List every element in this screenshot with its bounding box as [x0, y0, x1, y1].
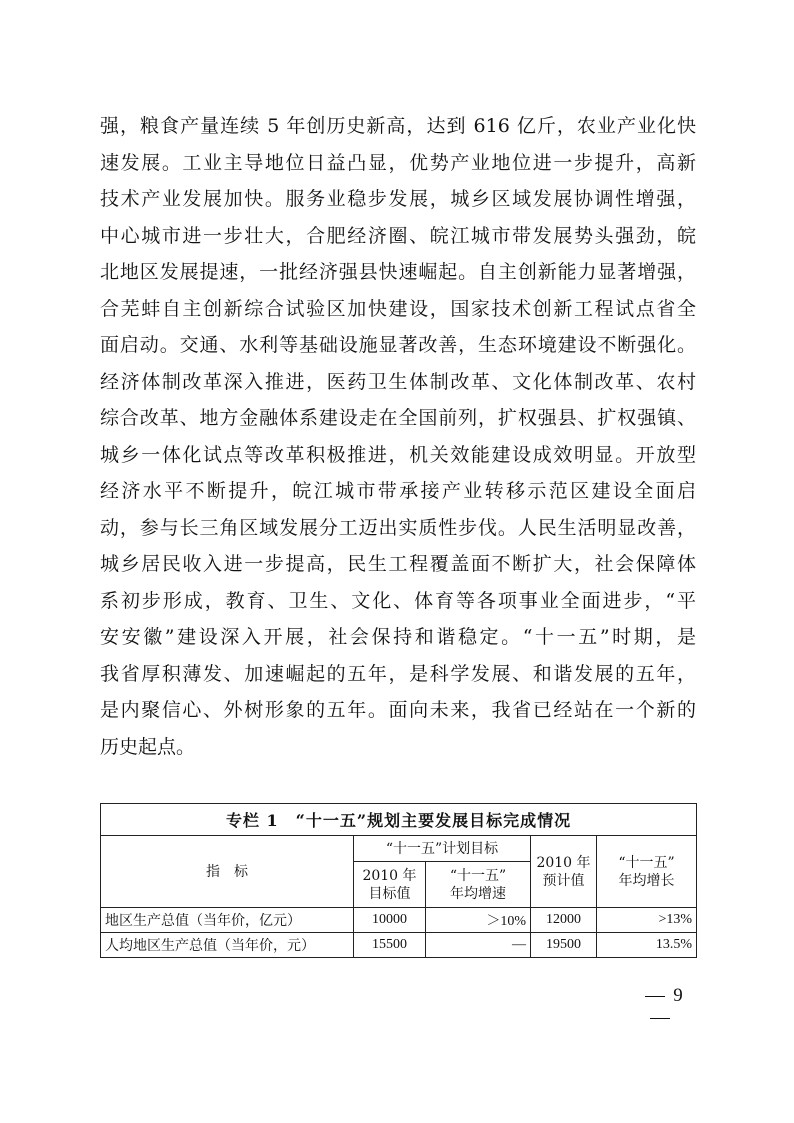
header-plan-growth-line2: 年均增速 [450, 885, 506, 902]
row-indicator: 地区生产总值（当年价，亿元） [101, 908, 354, 933]
row-estimate-2010: 12000 [531, 908, 597, 933]
row-indicator: 人均地区生产总值（当年价，元） [101, 933, 354, 958]
header-target-2010 [354, 862, 426, 908]
header-target-2010-line2: 目标值 [368, 885, 411, 902]
body-line: 合芜蚌自主创新综合试验区加快建设，国家技术创新工程试点省全 [100, 297, 696, 320]
page-number-value: 9 [673, 985, 683, 1006]
header-target-2010-line1: 2010 年 [362, 867, 417, 884]
page-dash-left [645, 996, 665, 997]
table-row [101, 908, 697, 933]
header-plan-target: “十一五”计划目标 [354, 836, 531, 862]
body-line: 安安徽”建设深入开展，社会保持和谐稳定。“十一五”时期，是 [100, 626, 696, 648]
row-actual-growth: >13% [597, 908, 697, 933]
body-line: 技术产业发展加快。服务业稳步发展，城乡区域发展协调性增强， [100, 188, 696, 210]
table-row [101, 933, 697, 958]
body-line: 强，粮食产量连续 5 年创历史新高，达到 616 亿斤，农业产业化快 [100, 115, 696, 137]
body-line: 是内聚信心、外树形象的五年。面向未来，我省已经站在一个新的 [100, 699, 696, 721]
body-line: 我省厚积薄发、加速崛起的五年，是科学发展、和谐发展的五年， [100, 662, 696, 685]
header-actual-growth-line1: “十一五” [618, 854, 675, 871]
goals-table [100, 803, 697, 958]
page-dash-right [650, 1018, 670, 1019]
body-line: 经济体制改革深入推进，医药卫生体制改革、文化体制改革、农村 [100, 370, 696, 393]
body-line: 城乡一体化试点等改革积极推进，机关效能建设成效明显。开放型 [100, 443, 696, 466]
row-target-2010: 10000 [354, 908, 426, 933]
header-indicator: 指 标 [101, 836, 354, 908]
page-number [620, 985, 700, 1029]
header-estimate-2010-line1: 2010 年 [536, 854, 591, 871]
row-actual-growth: 13.5% [597, 933, 697, 958]
body-line: 北地区发展提速，一批经济强县快速崛起。自主创新能力显著增强， [100, 261, 696, 283]
body-line: 动，参与长三角区域发展分工迈出实质性步伐。人民生活明显改善， [100, 516, 696, 539]
body-line: 速发展。工业主导地位日益凸显，优势产业地位进一步提升，高新 [100, 151, 696, 174]
body-line: 中心城市进一步壮大，合肥经济圈、皖江城市带发展势头强劲，皖 [100, 224, 696, 247]
header-estimate-2010-line2: 预计值 [542, 872, 585, 889]
row-estimate-2010: 19500 [531, 933, 597, 958]
body-line: 历史起点。 [100, 735, 196, 758]
body-text [100, 108, 696, 765]
body-line: 经济水平不断提升，皖江城市带承接产业转移示范区建设全面启 [100, 480, 696, 502]
header-plan-growth [426, 862, 531, 908]
body-line: 综合改革、地方金融体系建设走在全国前列，扩权强县、扩权强镇、 [100, 407, 696, 429]
header-actual-growth-line2: 年均增长 [618, 872, 675, 889]
header-actual-growth [597, 836, 697, 908]
body-line: 系初步形成，教育、卫生、文化、体育等各项事业全面进步，“平 [100, 589, 696, 612]
table-caption: 专栏 1 “十一五”规划主要发展目标完成情况 [101, 804, 697, 836]
row-target-2010: 15500 [354, 933, 426, 958]
header-estimate-2010 [531, 836, 597, 908]
body-line: 面启动。交通、水利等基础设施显著改善，生态环境建设不断强化。 [100, 334, 696, 356]
row-plan-growth: ＞10% [426, 908, 531, 933]
row-plan-growth: — [426, 933, 531, 958]
header-plan-growth-line1: “十一五” [449, 867, 507, 884]
body-line: 城乡居民收入进一步提高，民生工程覆盖面不断扩大，社会保障体 [100, 553, 696, 575]
